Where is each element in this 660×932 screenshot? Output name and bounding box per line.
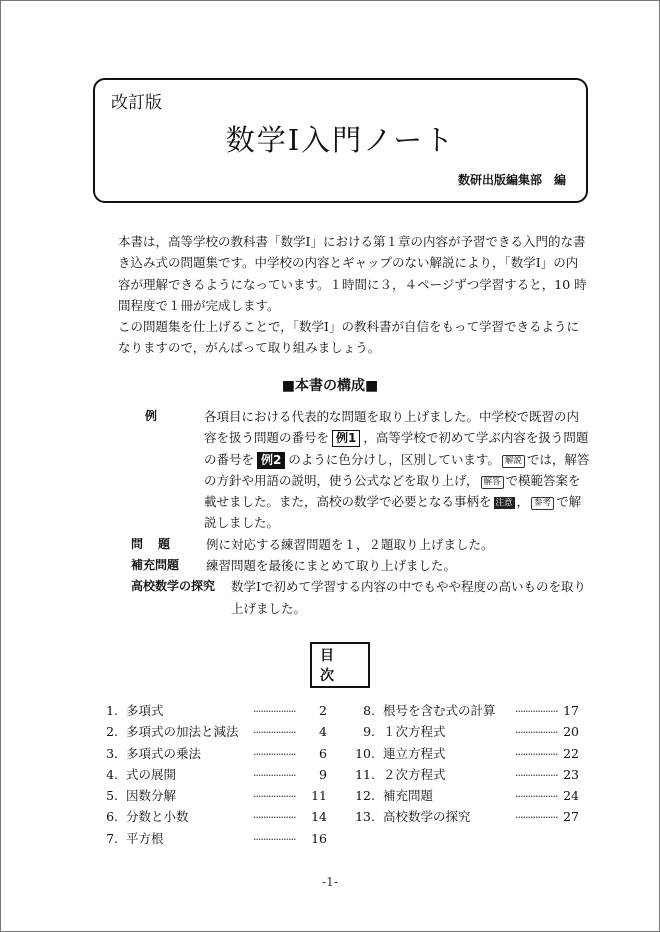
- title-box: [93, 78, 588, 203]
- toc-leader-dots: ·················: [515, 705, 558, 718]
- toc-item-number: 2.: [106, 724, 118, 740]
- toc-item-page: 17: [563, 703, 579, 718]
- toc-item-number: 10.: [355, 745, 375, 761]
- toc-item-number: 11.: [355, 766, 375, 782]
- structure-item-example: [131, 406, 591, 534]
- structure-term: 問題: [131, 536, 186, 551]
- toc-column-left: [104, 701, 327, 850]
- desc-text: では，解答の方針や用語の説明，使う公式などを取り上げ，: [204, 451, 590, 488]
- toc-item-title: 多項式の加法と減法: [126, 724, 239, 740]
- toc-item[interactable]: [104, 701, 327, 722]
- toc-item[interactable]: [353, 722, 579, 743]
- toc-item-page: 23: [563, 766, 579, 782]
- toc-item-number: 3.: [106, 745, 118, 761]
- explanation-tag: 解説: [502, 455, 525, 468]
- structure-item-problem: [131, 534, 591, 555]
- toc-leader-dots: ·················: [253, 768, 296, 782]
- toc-item[interactable]: [353, 786, 579, 807]
- structure-term: 高校数学の探究: [131, 579, 216, 594]
- toc-item[interactable]: [104, 807, 327, 828]
- toc-item-number: 6.: [106, 809, 118, 825]
- structure-desc: 例に対応する練習問題を１，２題取り上げました。: [206, 536, 494, 552]
- toc-item[interactable]: [353, 701, 579, 722]
- desc-text: ，: [516, 494, 530, 510]
- toc-item[interactable]: [353, 744, 579, 765]
- toc-item-number: 8.: [363, 703, 375, 718]
- toc-leader-dots: ·················: [515, 790, 558, 804]
- toc-item-title: 補充問題: [383, 788, 434, 804]
- desc-text: のように色分けし，区別しています。: [288, 451, 500, 467]
- intro-paragraph-2: この問題集を仕上げることで，「数学Ⅰ」の教科書が自信をもって学習できるようになりますので，がんばって取り組みましょう。: [118, 319, 579, 356]
- toc-heading: [310, 642, 370, 688]
- toc-item[interactable]: [104, 786, 327, 807]
- structure-term: 例: [145, 409, 158, 423]
- toc-leader-dots: ·················: [515, 811, 558, 825]
- structure-item-supplementary: [131, 555, 591, 576]
- toc-item[interactable]: [353, 807, 579, 828]
- structure-item-exploration: [131, 576, 591, 619]
- toc-item-number: 4.: [106, 766, 118, 782]
- toc-item-title: 根号を含む式の計算: [383, 703, 496, 718]
- toc-item-number: 5.: [106, 788, 118, 804]
- structure-desc: 練習問題を最後にまとめて取り上げました。: [206, 558, 457, 574]
- toc-leader-dots: ·················: [515, 747, 558, 761]
- book-title: 数学Ⅰ入門ノート: [225, 123, 456, 157]
- toc-item[interactable]: [104, 829, 327, 850]
- structure-term: 補充問題: [131, 558, 180, 573]
- toc-item[interactable]: [104, 744, 327, 765]
- toc-leader-dots: ·················: [253, 747, 296, 761]
- toc-item-page: 2: [319, 703, 327, 718]
- toc-item[interactable]: [104, 722, 327, 743]
- toc-item-number: 7.: [106, 830, 118, 846]
- toc-item-title: １次方程式: [383, 724, 446, 740]
- toc-item-page: 27: [563, 809, 579, 825]
- editor-credit: 数研出版編集部 編: [457, 173, 566, 187]
- toc-item-page: 11: [311, 788, 327, 804]
- desc-text: ，高等学校で初めて学ぶ内容を扱う問題の番号を: [204, 430, 589, 467]
- toc-leader-dots: ·················: [253, 790, 296, 804]
- toc-item-page: 9: [319, 766, 327, 782]
- toc-item-title: 連立方程式: [383, 745, 446, 761]
- structure-desc: [204, 406, 591, 534]
- toc-item-page: 16: [311, 830, 327, 846]
- example2-tag: 例2: [257, 452, 285, 469]
- toc-item-number: 9.: [363, 724, 375, 740]
- toc-item-title: 多項式の乗法: [126, 745, 202, 761]
- toc-item-page: 24: [563, 788, 579, 804]
- toc-item[interactable]: [353, 765, 579, 786]
- toc-item-title: 多項式: [126, 703, 164, 718]
- toc-leader-dots: ·················: [253, 811, 296, 825]
- toc-leader-dots: ·················: [515, 768, 558, 782]
- structure-heading: ■本書の構成■: [281, 378, 379, 394]
- toc-item-page: 4: [319, 724, 327, 740]
- toc-leader-dots: ·················: [515, 726, 558, 740]
- toc-item-title: 因数分解: [126, 788, 177, 804]
- desc-text: で解説しました。: [204, 494, 582, 531]
- intro-paragraph-1: 本書は，高等学校の教科書「数学Ⅰ」における第１章の内容が予習できる入門的な書き込み式の問題集です。中学校の内容とギャップのない解説により，「数学Ⅰ」の内容が理解できるようになっています。１時間に３，４ページずつ学習すると，10 時間程度で１冊が完成します。: [118, 234, 587, 313]
- answer-tag: 解答: [481, 476, 504, 489]
- toc-item-number: 1.: [106, 703, 118, 718]
- structure-desc: 数学Ⅰで初めて学習する内容の中でもやや程度の高いものを取り上げました。: [231, 579, 586, 616]
- reference-tag: 参考: [531, 497, 554, 510]
- caution-tag: 注意: [495, 498, 513, 509]
- toc-item-title: 平方根: [126, 830, 164, 846]
- toc-item-title: 分数と小数: [126, 809, 189, 825]
- toc-leader-dots: ·················: [253, 832, 296, 846]
- toc-leader-dots: ·················: [253, 726, 296, 740]
- edition-label: 改訂版: [111, 93, 162, 113]
- introduction: [118, 231, 588, 359]
- toc-column-right: [353, 701, 579, 829]
- desc-text: 各項目における代表的な問題を取り上げました。中学校で既習の内容を扱う問題の番号を: [204, 409, 580, 446]
- toc-leader-dots: ·················: [253, 705, 296, 718]
- toc-item[interactable]: [104, 765, 327, 786]
- desc-text: で模範答案を載せました。また，高校の数学で必要となる事柄を: [204, 472, 581, 510]
- structure-list: [131, 406, 591, 619]
- toc-item-page: 14: [311, 809, 327, 825]
- example1-tag: 例1: [332, 430, 360, 447]
- page-number: -1-: [322, 875, 338, 889]
- toc-item-page: 6: [319, 745, 327, 761]
- toc-item-page: 20: [563, 724, 579, 740]
- toc-item-number: 12.: [355, 788, 375, 804]
- toc-heading-text: 目次: [320, 648, 346, 684]
- toc-item-page: 22: [563, 745, 579, 761]
- toc-item-title: ２次方程式: [383, 766, 446, 782]
- toc-item-title: 式の展開: [126, 766, 177, 782]
- toc-item-number: 13.: [355, 809, 375, 825]
- toc-item-title: 高校数学の探究: [383, 809, 471, 825]
